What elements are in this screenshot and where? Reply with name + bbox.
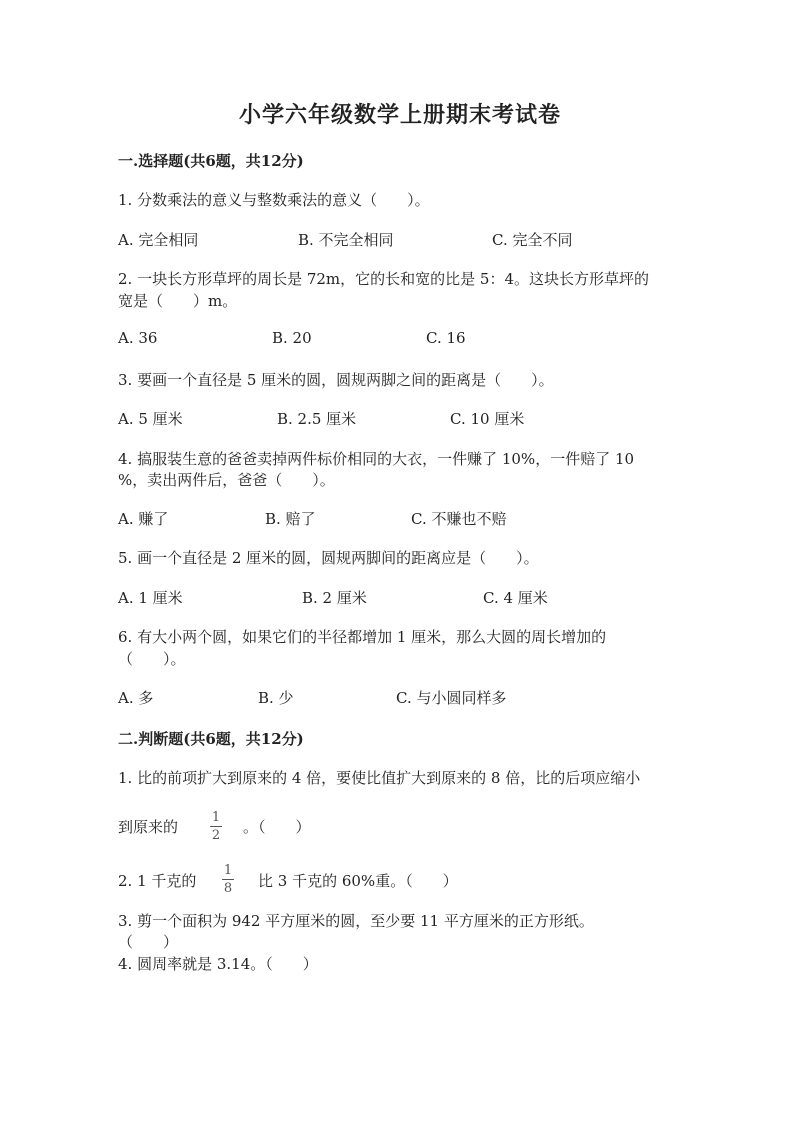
question-6-text-line2: （ ）。: [118, 650, 186, 668]
question-3-option-b: B. 2.5 厘米: [277, 410, 357, 428]
question-1-option-b: B. 不完全相同: [298, 231, 394, 249]
question-4-text-line2: %，卖出两件后，爸爸（ ）。: [118, 471, 335, 489]
question-4-option-a: A. 赚了: [118, 510, 169, 528]
question-2-option-b: B. 20: [272, 329, 312, 347]
fraction-one-eighth: [222, 863, 234, 896]
question-4-option-b: B. 赔了: [265, 510, 316, 528]
question-3-option-c: C. 10 厘米: [450, 410, 525, 428]
question-2-option-c: C. 16: [426, 329, 466, 347]
question-5-option-b: B. 2 厘米: [302, 589, 367, 607]
fraction-bar: [210, 826, 222, 827]
judgement-3-text-line1: 3. 剪一个面积为 942 平方厘米的圆，至少要 11 平方厘米的正方形纸。: [118, 912, 594, 930]
question-1-text: 1. 分数乘法的意义与整数乘法的意义（ ）。: [118, 191, 430, 209]
judgement-1-text-after: 。（ ）: [243, 818, 311, 836]
question-5-option-c: C. 4 厘米: [483, 589, 548, 607]
page-title: 小学六年级数学上册期末考试卷: [238, 102, 561, 128]
judgement-1-text-before: 到原来的: [118, 818, 179, 836]
question-6-option-b: B. 少: [258, 689, 294, 707]
question-3-option-a: A. 5 厘米: [118, 410, 183, 428]
section-heading-judgement: 二.判断题(共6题，共12分): [118, 730, 304, 748]
judgement-4-text: 4. 圆周率就是 3.14。（ ）: [118, 955, 318, 973]
judgement-1-text-line1: 1. 比的前项扩大到原来的 4 倍，要使比值扩大到原来的 8 倍，比的后项应缩小: [118, 769, 641, 787]
fraction-one-half: [210, 810, 222, 843]
question-4-option-c: C. 不赚也不赔: [411, 510, 507, 528]
question-2-text-line2: 宽是（ ）m。: [118, 292, 238, 310]
question-2-text-line1: 2. 一块长方形草坪的周长是 72m，它的长和宽的比是 5：4。这块长方形草坪的: [118, 270, 650, 288]
question-2-option-a: A. 36: [118, 329, 158, 347]
judgement-2-text-before: 2. 1 千克的: [118, 872, 197, 890]
question-1-option-c: C. 完全不同: [492, 231, 573, 249]
question-3-text: 3. 要画一个直径是 5 厘米的圆，圆规两脚之间的距离是（ ）。: [118, 371, 554, 389]
question-6-option-a: A. 多: [118, 689, 154, 707]
judgement-2-text-after: 比 3 千克的 60%重。（ ）: [258, 872, 458, 890]
question-4-text-line1: 4. 搞服装生意的爸爸卖掉两件标价相同的大衣，一件赚了 10%，一件赔了 10: [118, 450, 635, 468]
question-5-text: 5. 画一个直径是 2 厘米的圆，圆规两脚间的距离应是（ ）。: [118, 549, 539, 567]
fraction-denominator: 8: [223, 881, 233, 896]
fraction-numerator: 1: [223, 863, 233, 878]
section-heading-choice: 一.选择题(共6题，共12分): [118, 152, 304, 170]
fraction-numerator: 1: [211, 810, 221, 825]
fraction-denominator: 2: [211, 828, 221, 843]
question-1-option-a: A. 完全相同: [118, 231, 199, 249]
judgement-3-text-line2: （ ）: [118, 933, 179, 951]
question-6-option-c: C. 与小圆同样多: [396, 689, 507, 707]
question-5-option-a: A. 1 厘米: [118, 589, 183, 607]
question-6-text-line1: 6. 有大小两个圆，如果它们的半径都增加 1 厘米，那么大圆的周长增加的: [118, 628, 607, 646]
fraction-bar: [222, 879, 234, 880]
